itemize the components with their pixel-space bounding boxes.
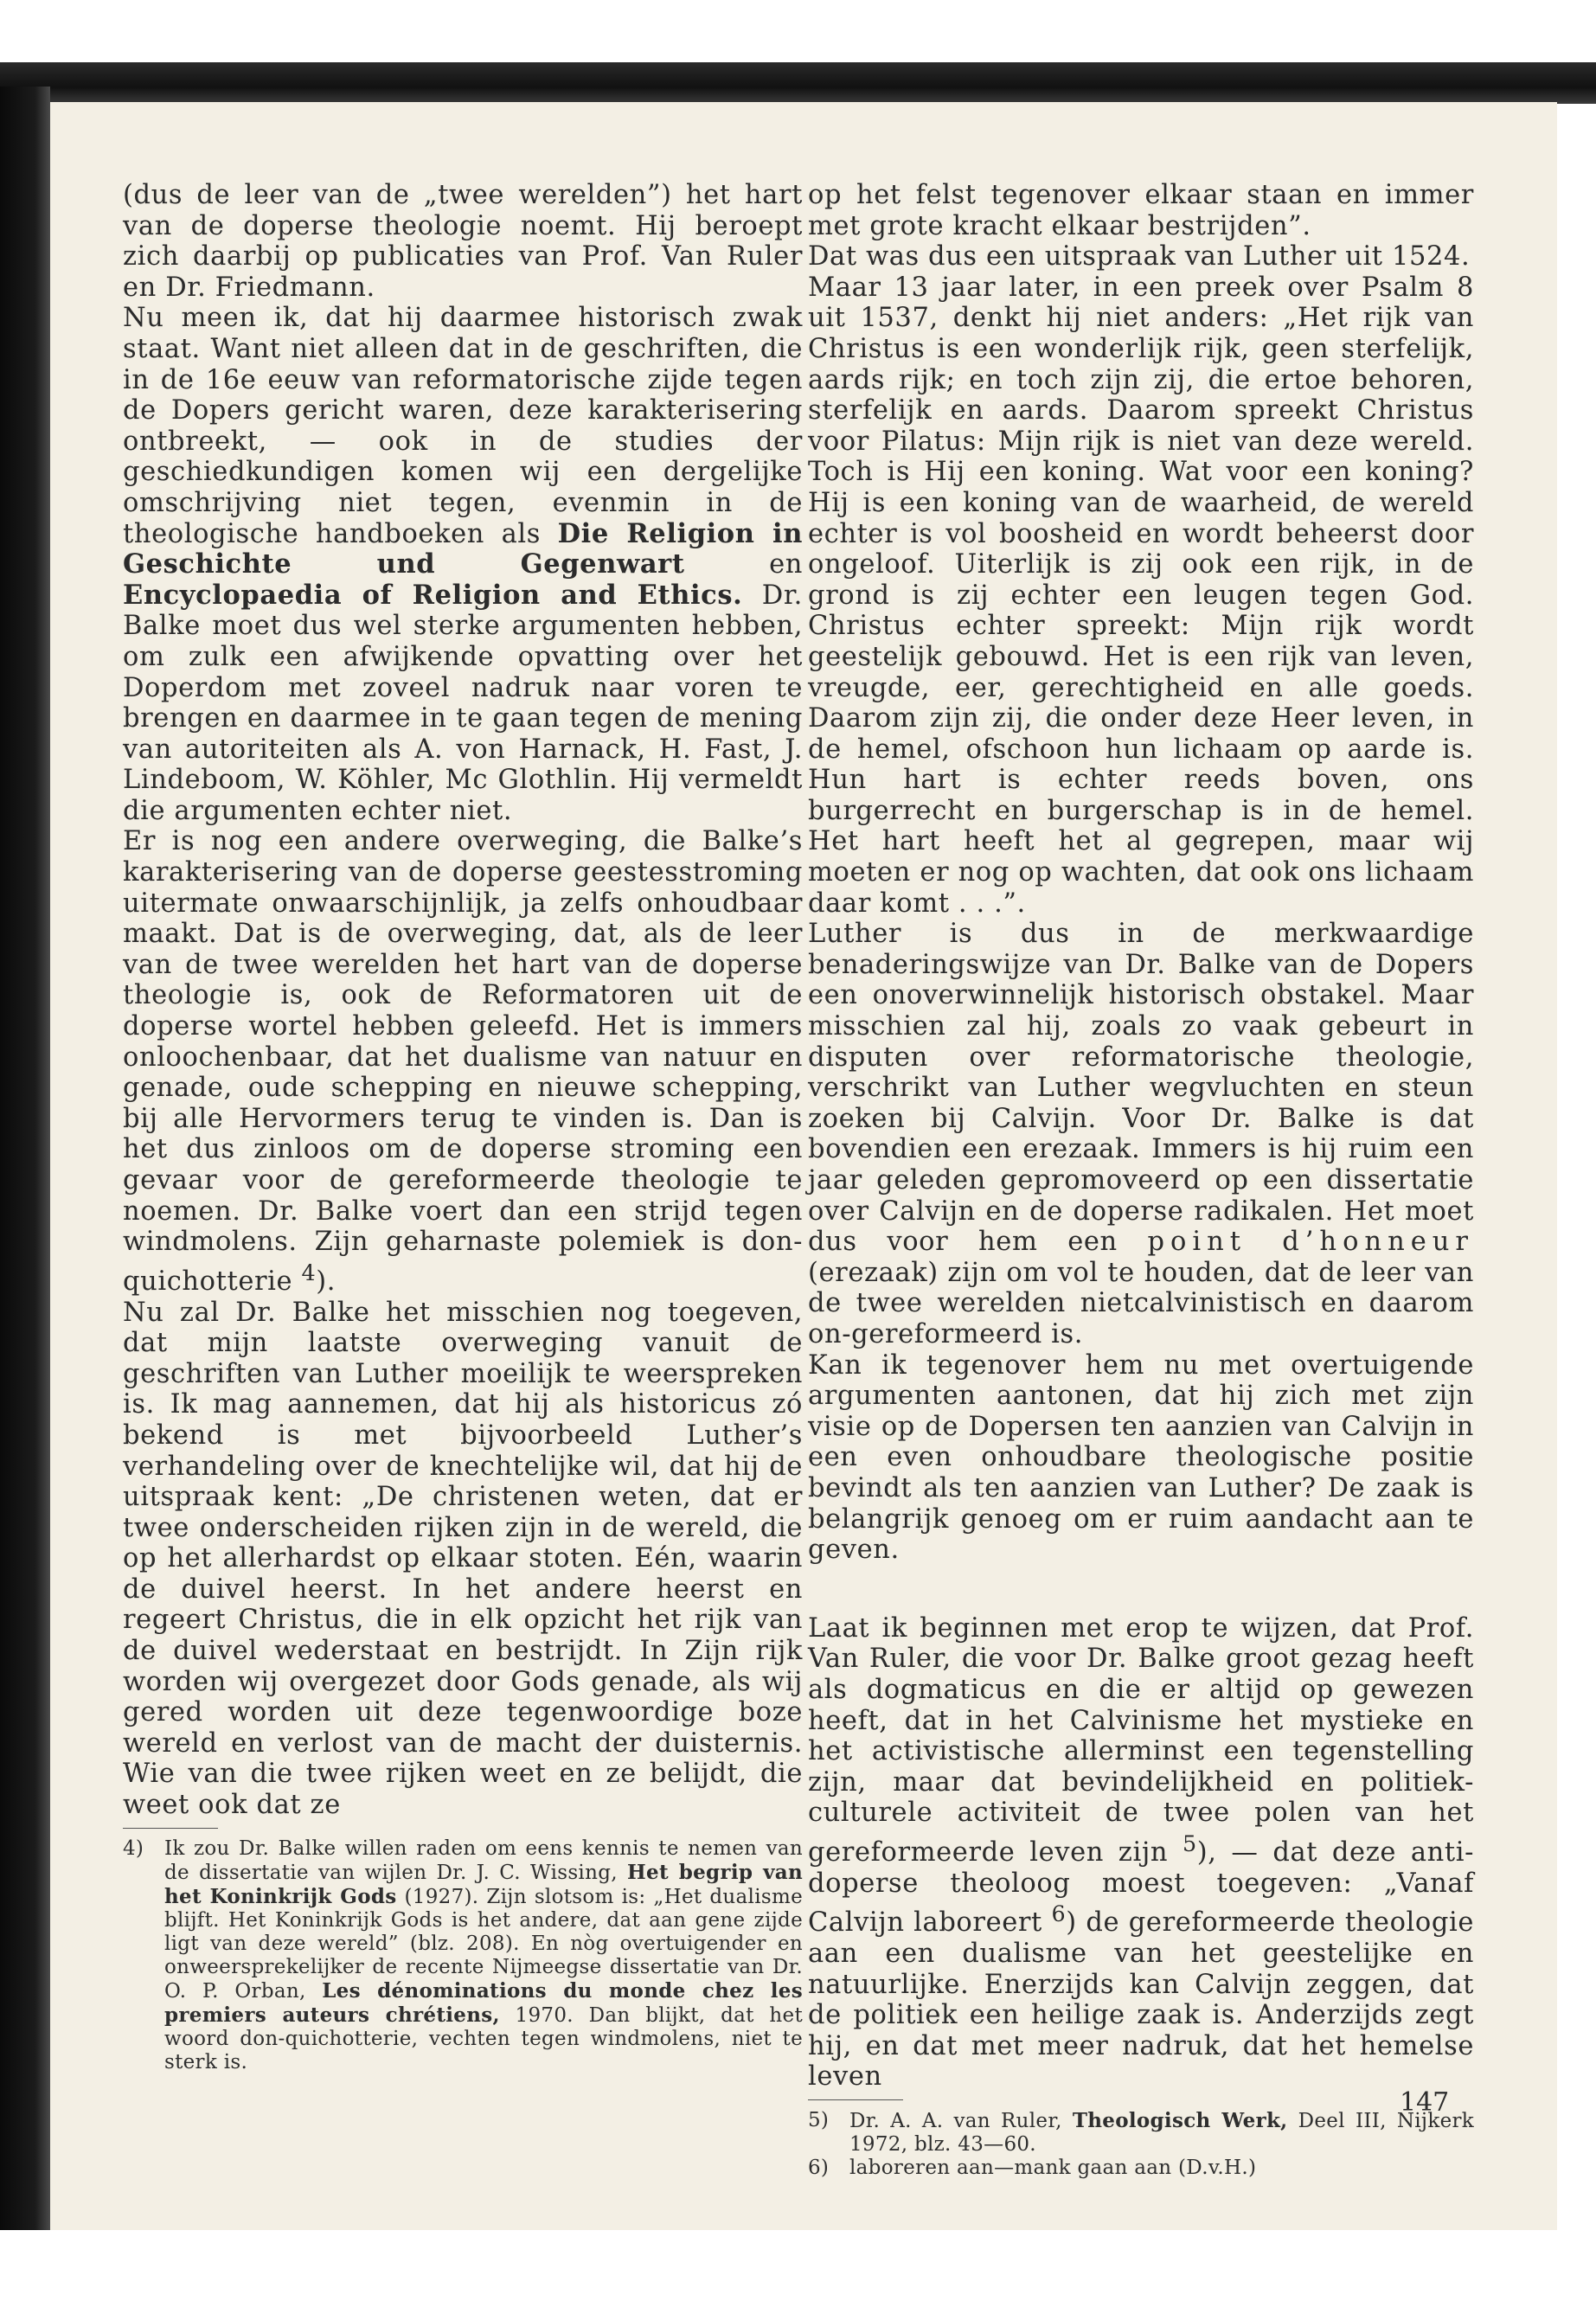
section-gap (808, 1566, 1474, 1613)
right-paragraph-6: Laat ik beginnen met erop te wijzen, dat Prof. Van Ruler, die voor Dr. Balke groot gezag heeft als dogmaticus en die er altijd op gewezen heeft, dat in het Calvinisme het mystieke en het activistische allerminst een tegenstelling zijn, maar dat bevindelijkheid en politiek-culturele activiteit de twee polen van het gereformeerde leven zijn $^5$), — dat deze anti-doperse theoloog moest toegeven: „Vanaf Calvijn laboreert $^6$) de gereformeerde theologie aan een dualisme van het geestelijke en natuurlijke. Enerzijds kan Calvijn zeggen, dat de politiek een heilige zaak is. Anderzijds zegt hij, en dat met meer nadruk, dat het hemelse leven (808, 1612, 1474, 2093)
footnote-number: 6) (808, 2156, 830, 2179)
footnote-ref-4[interactable]: 4 (301, 1259, 317, 1285)
reference-title: Encyclopaedia of Religion and Ethics. (123, 579, 743, 611)
footnote-text: laboreren aan—mank gaan aan (D.v.H.) (849, 2156, 1257, 2179)
footnote-number: 5) (808, 2108, 830, 2131)
footnote-6 (808, 2157, 1474, 2180)
left-paragraph-3: Er is nog een andere overweging, die Balke’s karakterisering van de doperse geestesstroming uitermate onwaarschijnlijk, ja zelfs onhoudbaar maakt. Dat is de overweging, dat, als de leer van de twee werelden het hart van de doperse theologie is, ook de Reformatoren uit de doperse wortel hebben geleefd. Het is immers onloochenbaar, dat het dualisme van natuur en genade, oude schepping en nieuwe schepping, bij alle Hervormers terug te vinden is. Dan is het dus zinloos om de doperse stroming een gevaar voor de gereformeerde theologie te noemen. Dr. Balke voert dan een strijd tegen windmolens. Zijn geharnaste polemiek is don-quichotterie $^4$). (123, 826, 803, 1297)
right-paragraph-3: Maar 13 jaar later, in een preek over Psalm 8 uit 1537, denkt hij niet anders: „Het rijk van Christus is een wonderlijk rijk, geen sterfelijk, aards rijk; en toch zijn zij, die ertoe behoren, sterfelijk en aards. Daarom spreekt Christus voor Pilatus: Mijn rijk is niet van deze wereld. Toch is Hij een koning. Wat voor een koning? Hij is een koning van de waarheid, de wereld echter is vol boosheid en wordt beheerst door ongeloof. Uiterlijk is zij ook een rijk, in de grond is zij echter een leugen tegen God. Christus echter spreekt: Mijn rijk wordt geestelijk gebouwd. Het is een rijk van leven, vreugde, eer, gerechtigheid en alle goeds. Daarom zijn zij, die onder deze Heer leven, in de hemel, ofschoon hun lichaam op aarde is. Hun hart is echter reeds boven, ons burgerrecht en burgerschap is in de hemel. Het hart heeft het al gegrepen, maar wij moeten er nog op wachten, dat ook ons lichaam daar komt . . .”. (808, 272, 1474, 919)
footnote-ref-6[interactable]: 6 (1051, 1900, 1067, 1927)
right-paragraph-1: op het felst tegenover elkaar staan en immer met grote kracht elkaar bestrijden”. (808, 180, 1474, 241)
scan-shadow-top (0, 62, 1596, 104)
footnote-5 (808, 2109, 1474, 2157)
left-paragraph-2: Nu meen ik, dat hij daarmee historisch zwak staat. Want niet alleen dat in de geschriften, die in de 16e eeuw van reformatorische zijde tegen de Dopers gericht waren, deze karakterisering ontbreekt, — ook in de studies der geschiedkundigen komen wij een dergelijke omschrijving niet tegen, evenmin in de theologische handboeken als Die Religion in Geschichte und Gegenwart en Encyclopaedia of Religion and Ethics. Dr. Balke moet dus wel sterke argumenten hebben, om zulk een afwijkende opvatting over het Doperdom met zoveel nadruk naar voren te brengen en daarmee in te gaan tegen de mening van autoriteiten als A. von Harnack, H. Fast, J. Lindeboom, W. Köhler, Mc Glothlin. Hij vermeldt die argumenten echter niet. (123, 303, 803, 826)
book-page (50, 102, 1557, 2230)
left-column (123, 180, 803, 2074)
footnote-ref-5[interactable]: 5 (1182, 1830, 1197, 1856)
left-paragraph-1: (dus de leer van de „twee werelden”) het hart van de doperse theologie noemt. Hij beroept zich daarbij op publicaties van Prof. Van Ruler en Dr. Friedmann. (123, 180, 803, 303)
right-paragraph-4: Luther is dus in de merkwaardige benaderingswijze van Dr. Balke van de Dopers een onoverwinnelijk historisch obstakel. Maar misschien zal hij, zoals zo vaak gebeurt in disputen over reformatorische theologie, verschrikt van Luther wegvluchten en steun zoeken bij Calvijn. Voor Dr. Balke is dat bovendien een erezaak. Immers is hij ruim een jaar geleden gepromoveerd op een dissertatie over Calvijn en de doperse radikalen. Het moet dus voor hem een point d’honneur (erezaak) zijn om vol te houden, dat de leer van de twee werelden nietcalvinistisch en daarom on-gereformeerd is. (808, 919, 1474, 1349)
scan-margin-top (0, 0, 1596, 67)
scan-margin-bottom (0, 2230, 1596, 2301)
right-paragraph-5: Kan ik tegenover hem nu met overtuigende argumenten aantonen, dat hij zich met zijn visie op de Dopersen ten aanzien van Calvijn in een even onhoudbare theologische positie bevindt als ten aanzien van Luther? De zaak is belangrijk genoeg om er ruim aandacht aan te geven. (808, 1349, 1474, 1566)
footnote-divider (808, 2099, 903, 2100)
right-paragraph-2: Dat was dus een uitspraak van Luther uit 1524. (808, 241, 1471, 272)
reference-title: Die Religion in Geschichte und Gegenwart (123, 517, 803, 580)
footnote-number: 4) (123, 1836, 144, 1860)
left-paragraph-4: Nu zal Dr. Balke het misschien nog toegeven, dat mijn laatste overweging vanuit de geschriften van Luther moeilijk te weerspreken is. Ik mag aannemen, dat hij als historicus zó bekend is met bijvoorbeeld Luther’s verhandeling over de knechtelijke wil, dat hij de uitspraak kent: „De christenen weten, dat er twee onderscheiden rijken zijn in de wereld, die op het allerhardst op elkaar stoten. Eén, waarin de duivel heerst. In het andere heerst en regeert Christus, die in elk opzicht het rijk van de duivel wederstaat en bestrijdt. In Zijn rijk worden wij overgezet door Gods genade, als wij gered worden uit deze tegenwoordige boze wereld en verlost van de macht der duisternis. Wie van die twee rijken weet en ze belijdt, die weet ook dat ze (123, 1297, 803, 1821)
right-column (808, 180, 1474, 2180)
scan-shadow-left (0, 87, 50, 2232)
emphasis-spaced: point d’honneur (1147, 1227, 1474, 1258)
footnote-text: Ik zou Dr. Balke willen raden om eens kennis te nemen van de dissertatie van wijlen Dr. J. C. Wissing, Het begrip van het Koninkrijk Gods (1927). Zijn slotsom is: „Het dualisme blijft. Het Koninkrijk Gods is het andere, dat aan gene zijde ligt van deze wereld” (blz. 208). En nòg overtuigender en onweersprekelijker de recente Nijmeegse dissertatie van Dr. O. P. Orban, Les dénominations du monde chez les premiers auteurs chrétiens, 1970. Dan blijkt, dat het woord don-quichotterie, vechten tegen windmolens, niet te sterk is. (164, 1836, 803, 2073)
footnote-text: Dr. A. A. van Ruler, Theologisch Werk, Deel III, Nijkerk 1972, blz. 43—60. (849, 2108, 1475, 2156)
footnote-divider (123, 1828, 218, 1829)
footnote-4 (123, 1837, 803, 2074)
page-number: 147 (1400, 2087, 1450, 2118)
